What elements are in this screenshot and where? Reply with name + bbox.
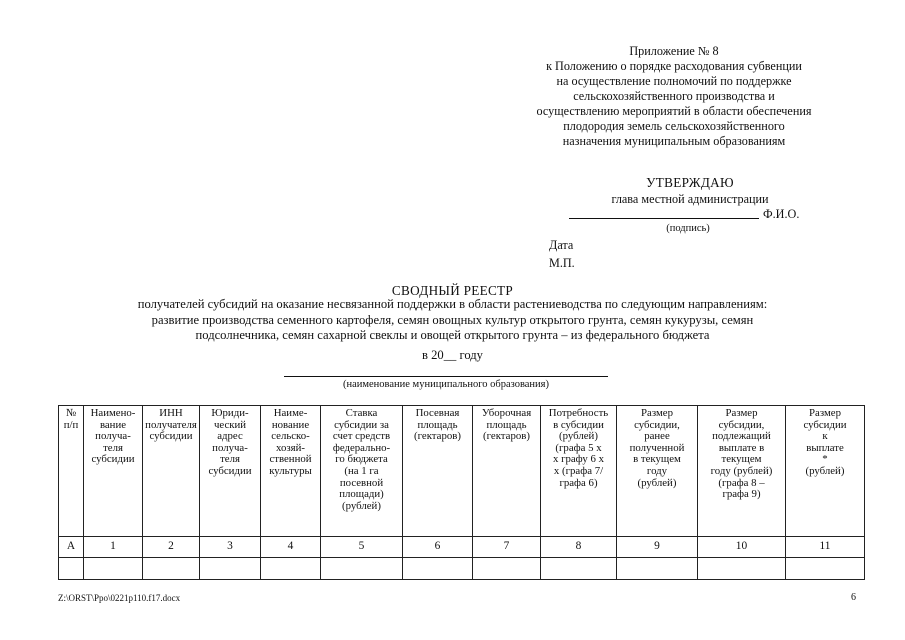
appendix-line: плодородия земель сельскохозяйственного (563, 119, 785, 133)
header-cell: Размер субсидии к выплате * (рублей) (786, 406, 865, 537)
approval-fio: Ф.И.О. (763, 207, 800, 221)
header-cell: Ставка субсидии за счет средств федерально- го бюджета (на 1 га посевной площади) (рублей) (321, 406, 403, 537)
table-cell (403, 558, 473, 580)
column-number-cell: 9 (617, 537, 698, 558)
signature-hint: (подпись) (666, 223, 710, 234)
municipality-line (284, 376, 608, 377)
header-cell: Наимено- вание получа- теля субсидии (84, 406, 143, 537)
register-subtitle-line: подсолнечника, семян сахарной свеклы и овощей открытого грунта – из федерального бюджета (195, 328, 710, 342)
appendix-line: к Положению о порядке расходования субвенции (546, 59, 802, 73)
appendix-line: назначения муниципальным образованиям (562, 134, 786, 148)
footer-page-number: 6 (851, 592, 856, 603)
table-cell (200, 558, 261, 580)
header-cell: Посевная площадь (гектаров) (403, 406, 473, 537)
header-cell: Потребность в субсидии (рублей) (графа 5 х х графу 6 х х (графа 7/ графа 6) (541, 406, 617, 537)
stamp-label: М.П. (549, 256, 575, 270)
table-cell (698, 558, 786, 580)
header-cell: Размер субсидии, ранее полученной в текущем году (рублей) (617, 406, 698, 537)
approval-role: глава местной администрации (611, 192, 769, 206)
header-cell: Уборочная площадь (гектаров) (473, 406, 541, 537)
table-cell (321, 558, 403, 580)
table-cell (261, 558, 321, 580)
appendix-header (496, 44, 852, 149)
header-cell: Наиме- нование сельско- хозяй- ственной культуры (261, 406, 321, 537)
column-number-row (59, 537, 865, 558)
column-number-cell: 1 (84, 537, 143, 558)
table-cell (541, 558, 617, 580)
header-cell: ИНН получателя субсидии (143, 406, 200, 537)
appendix-line: сельскохозяйственного производства и (573, 89, 775, 103)
appendix-line: Приложение № 8 (629, 44, 719, 58)
header-cell: Юриди- ческий адрес получа- теля субсидии (200, 406, 261, 537)
column-number-cell: 11 (786, 537, 865, 558)
register-subtitle-line: получателей субсидий на оказание несвязанной поддержки в области растениеводства по следующим направлениям: (137, 297, 768, 311)
register-title: СВОДНЫЙ РЕЕСТР (391, 283, 514, 298)
table-cell (473, 558, 541, 580)
header-cell: Размер субсидии, подлежащий выплате в текущем году (рублей) (графа 8 – графа 9) (698, 406, 786, 537)
register-year: в 20__ году (422, 348, 483, 362)
column-number-cell: 2 (143, 537, 200, 558)
table-cell (84, 558, 143, 580)
register-subtitle (60, 297, 845, 344)
table-cell (786, 558, 865, 580)
column-number-cell: 4 (261, 537, 321, 558)
date-label: Дата (549, 238, 574, 252)
appendix-line: осуществлению мероприятий в области обеспечения (536, 104, 812, 118)
column-number-cell: 3 (200, 537, 261, 558)
column-number-cell: 10 (698, 537, 786, 558)
column-number-cell: 7 (473, 537, 541, 558)
appendix-line: на осуществление полномочий по поддержке (556, 74, 792, 88)
column-number-cell: А (59, 537, 84, 558)
column-number-cell: 5 (321, 537, 403, 558)
table-cell (617, 558, 698, 580)
register-table (58, 405, 865, 580)
footer-file-path: Z:\ORST\Ppo\0221p110.f17.docx (58, 593, 181, 603)
table-cell (143, 558, 200, 580)
municipality-hint: (наименование муниципального образования) (342, 379, 550, 390)
table-row (59, 558, 865, 580)
approval-title: УТВЕРЖДАЮ (646, 175, 734, 190)
column-number-cell: 6 (403, 537, 473, 558)
column-number-cell: 8 (541, 537, 617, 558)
table-header-row (59, 406, 865, 537)
table-cell (59, 558, 84, 580)
register-subtitle-line: развитие производства семенного картофеля, семян овощных культур открытого грунта, семян кукурузы, семян (151, 312, 754, 327)
signature-line (569, 218, 759, 219)
header-cell: № п/п (59, 406, 84, 537)
